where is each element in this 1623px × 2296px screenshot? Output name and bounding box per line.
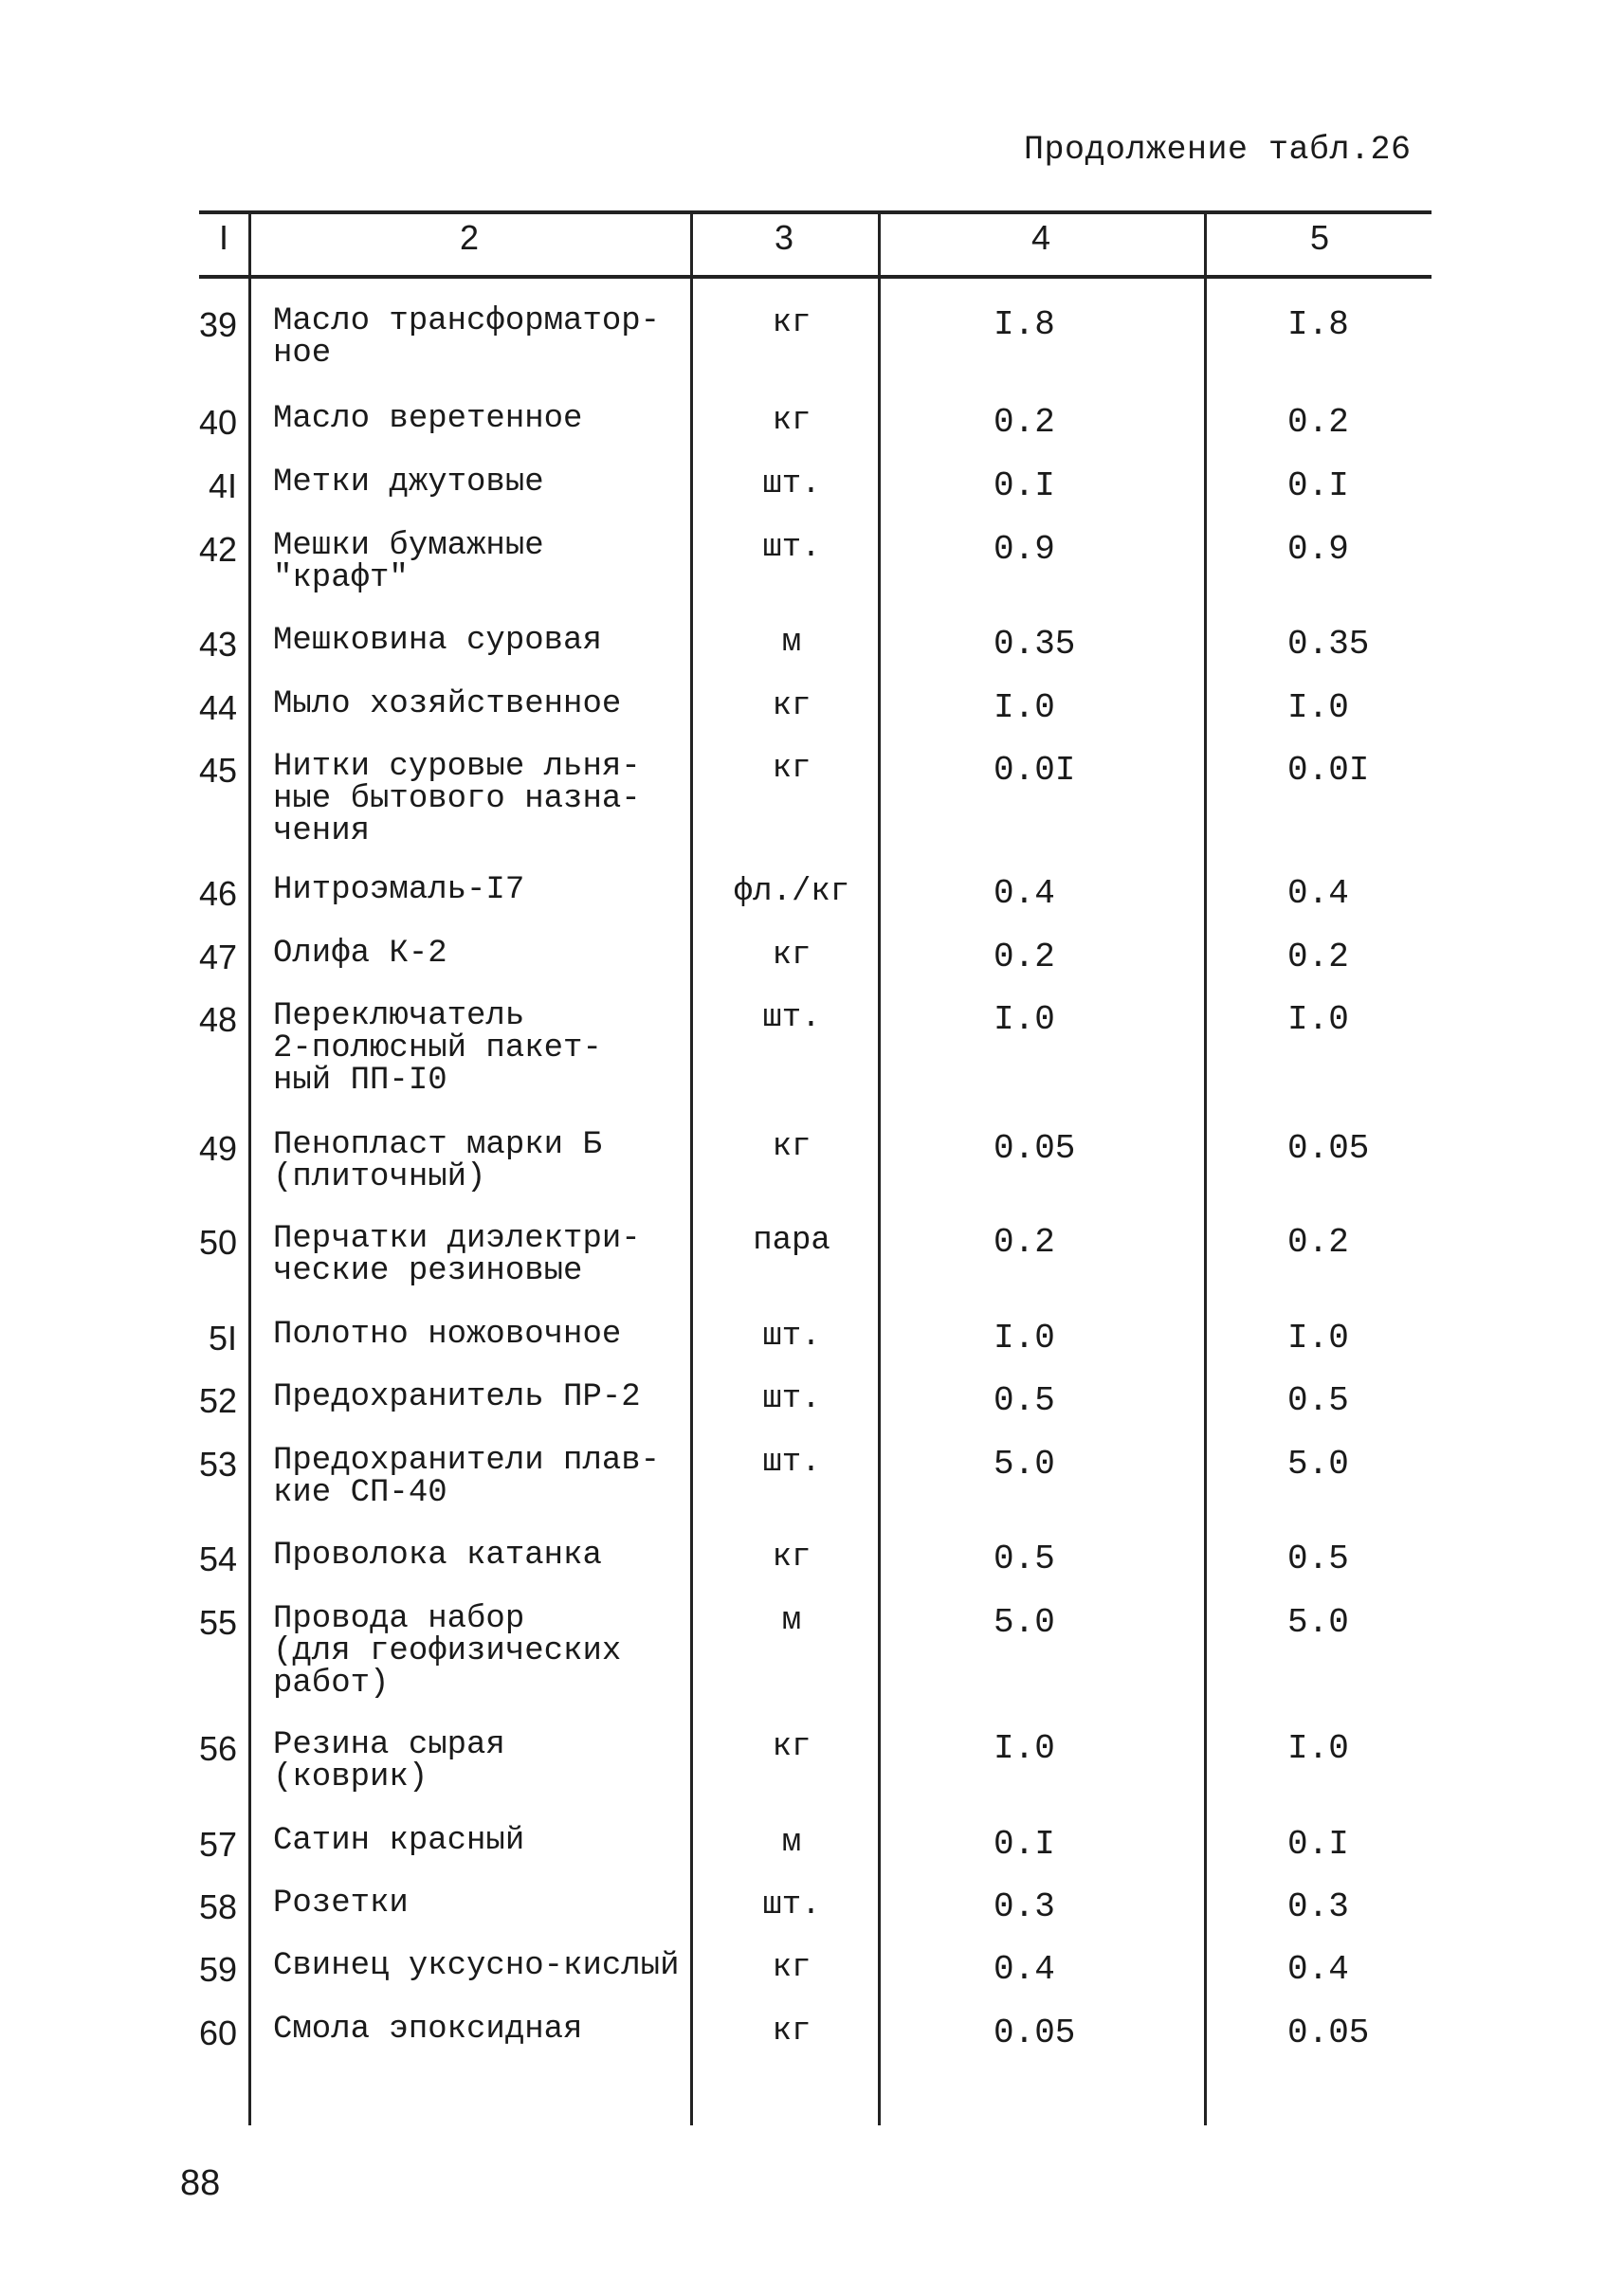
value-col-4: 0.5 <box>994 1540 1055 1578</box>
unit-cell: шт. <box>762 1000 821 1036</box>
row-number: 40 <box>198 403 237 442</box>
column-divider-1 <box>248 210 251 2125</box>
value-col-5: 0.I <box>1287 1825 1349 1864</box>
item-name: Свинец уксусно-кислый <box>273 1948 680 1984</box>
header-cell-3: 3 <box>774 218 794 257</box>
item-name: Перчатки диэлектри- ческие резиновые <box>273 1221 641 1289</box>
value-col-4: 0.9 <box>994 530 1055 569</box>
item-name: Мешки бумажные "крафт" <box>273 528 544 596</box>
row-number: 48 <box>198 1000 237 1039</box>
value-col-5: 0.0I <box>1287 751 1370 790</box>
item-name: Предохранитель ПР-2 <box>273 1379 641 1415</box>
item-name: Сатин красный <box>273 1823 525 1859</box>
value-col-4: I.0 <box>994 688 1055 727</box>
item-name: Нитки суровые льня- ные бытового назна- чения <box>273 749 641 849</box>
item-name: Мыло хозяйственное <box>273 686 622 722</box>
row-number: 39 <box>198 305 237 344</box>
value-col-5: I.0 <box>1287 688 1349 727</box>
column-divider-2 <box>690 210 693 2125</box>
header-cell-5: 5 <box>1309 218 1330 257</box>
unit-cell: шт. <box>762 466 821 502</box>
row-number: 43 <box>198 625 237 664</box>
value-col-4: I.0 <box>994 1729 1055 1768</box>
item-name: Мешковина суровая <box>273 623 602 659</box>
row-number: 50 <box>198 1223 237 1262</box>
unit-cell: кг <box>772 1540 812 1576</box>
unit-cell: кг <box>772 688 812 724</box>
item-name: Резина сырая (коврик) <box>273 1727 505 1795</box>
item-name: Масло трансформатор- ное <box>273 303 661 372</box>
value-col-4: 0.05 <box>994 1129 1076 1168</box>
value-col-5: I.0 <box>1287 1319 1349 1358</box>
value-col-4: 0.I <box>994 466 1055 505</box>
header-cell-2: 2 <box>459 218 480 257</box>
item-name: Провода набор (для геофизических работ) <box>273 1601 622 1702</box>
table-top-rule <box>199 210 1432 214</box>
table-caption: Продолжение табл.26 <box>1024 131 1412 169</box>
unit-cell: шт. <box>762 530 821 566</box>
unit-cell: кг <box>772 403 812 439</box>
item-name: Олифа К-2 <box>273 936 447 972</box>
unit-cell: кг <box>772 1950 812 1986</box>
row-number: 44 <box>198 688 237 727</box>
value-col-4: 0.0I <box>994 751 1076 790</box>
unit-cell: шт. <box>762 1445 821 1481</box>
value-col-5: 0.2 <box>1287 938 1349 976</box>
value-col-4: 0.2 <box>994 403 1055 442</box>
value-col-5: 0.05 <box>1287 1129 1370 1168</box>
value-col-4: 5.0 <box>994 1445 1055 1484</box>
value-col-5: I.0 <box>1287 1000 1349 1039</box>
item-name: Проволока катанка <box>273 1538 602 1574</box>
unit-cell: м <box>781 1825 802 1861</box>
value-col-4: 0.2 <box>994 938 1055 976</box>
value-col-4: I.8 <box>994 305 1055 344</box>
value-col-4: 0.35 <box>994 625 1076 664</box>
value-col-4: 0.2 <box>994 1223 1055 1262</box>
value-col-5: 5.0 <box>1287 1445 1349 1484</box>
item-name: Полотно ножовочное <box>273 1317 622 1353</box>
row-number: 45 <box>198 751 237 790</box>
row-number: 47 <box>198 938 237 976</box>
unit-cell: шт. <box>762 1887 821 1923</box>
header-cell-4: 4 <box>1030 218 1051 257</box>
row-number: 60 <box>198 2014 237 2052</box>
unit-cell: кг <box>772 1129 812 1165</box>
row-number: 58 <box>198 1887 237 1926</box>
unit-cell: фл./кг <box>733 874 850 910</box>
unit-cell: м <box>781 1603 802 1639</box>
row-number: 54 <box>198 1540 237 1578</box>
value-col-4: 0.3 <box>994 1887 1055 1926</box>
value-col-5: 0.5 <box>1287 1540 1349 1578</box>
unit-cell: кг <box>772 2014 812 2050</box>
item-name: Розетки <box>273 1886 409 1922</box>
item-name: Предохранители плав- кие СП-40 <box>273 1443 661 1511</box>
value-col-4: 0.4 <box>994 874 1055 913</box>
value-col-5: 0.2 <box>1287 403 1349 442</box>
row-number: 52 <box>198 1381 237 1420</box>
unit-cell: шт. <box>762 1319 821 1355</box>
row-number: 49 <box>198 1129 237 1168</box>
unit-cell: пара <box>753 1223 830 1259</box>
value-col-5: 0.3 <box>1287 1887 1349 1926</box>
item-name: Переключатель 2-полюсный пакет- ный ПП-I0 <box>273 998 602 1099</box>
item-name: Пенопласт марки Б (плиточный) <box>273 1127 602 1195</box>
page-number: 88 <box>180 2163 221 2203</box>
row-number: 46 <box>198 874 237 913</box>
row-number: 4I <box>208 466 237 505</box>
value-col-5: 0.4 <box>1287 874 1349 913</box>
row-number: 5I <box>208 1319 237 1358</box>
value-col-5: 5.0 <box>1287 1603 1349 1642</box>
row-number: 57 <box>198 1825 237 1864</box>
value-col-5: I.0 <box>1287 1729 1349 1768</box>
value-col-5: 0.9 <box>1287 530 1349 569</box>
value-col-4: 0.5 <box>994 1381 1055 1420</box>
row-number: 59 <box>198 1950 237 1989</box>
unit-cell: кг <box>772 305 812 341</box>
unit-cell: кг <box>772 751 812 787</box>
header-bottom-rule <box>199 275 1432 279</box>
row-number: 53 <box>198 1445 237 1484</box>
value-col-4: 5.0 <box>994 1603 1055 1642</box>
header-cell-1: I <box>218 218 228 257</box>
unit-cell: м <box>781 625 802 661</box>
value-col-5: 0.05 <box>1287 2014 1370 2052</box>
value-col-4: I.0 <box>994 1319 1055 1358</box>
value-col-5: 0.35 <box>1287 625 1370 664</box>
row-number: 56 <box>198 1729 237 1768</box>
value-col-5: I.8 <box>1287 305 1349 344</box>
value-col-4: 0.05 <box>994 2014 1076 2052</box>
item-name: Смола эпоксидная <box>273 2012 583 2048</box>
unit-cell: шт. <box>762 1381 821 1417</box>
value-col-5: 0.I <box>1287 466 1349 505</box>
unit-cell: кг <box>772 1729 812 1765</box>
value-col-4: 0.4 <box>994 1950 1055 1989</box>
value-col-4: I.0 <box>994 1000 1055 1039</box>
value-col-4: 0.I <box>994 1825 1055 1864</box>
value-col-5: 0.4 <box>1287 1950 1349 1989</box>
row-number: 55 <box>198 1603 237 1642</box>
item-name: Масло веретенное <box>273 401 583 437</box>
value-col-5: 0.5 <box>1287 1381 1349 1420</box>
row-number: 42 <box>198 530 237 569</box>
unit-cell: кг <box>772 938 812 974</box>
item-name: Нитроэмаль-I7 <box>273 872 525 908</box>
item-name: Метки джутовые <box>273 465 544 501</box>
value-col-5: 0.2 <box>1287 1223 1349 1262</box>
column-divider-4 <box>1204 210 1207 2125</box>
